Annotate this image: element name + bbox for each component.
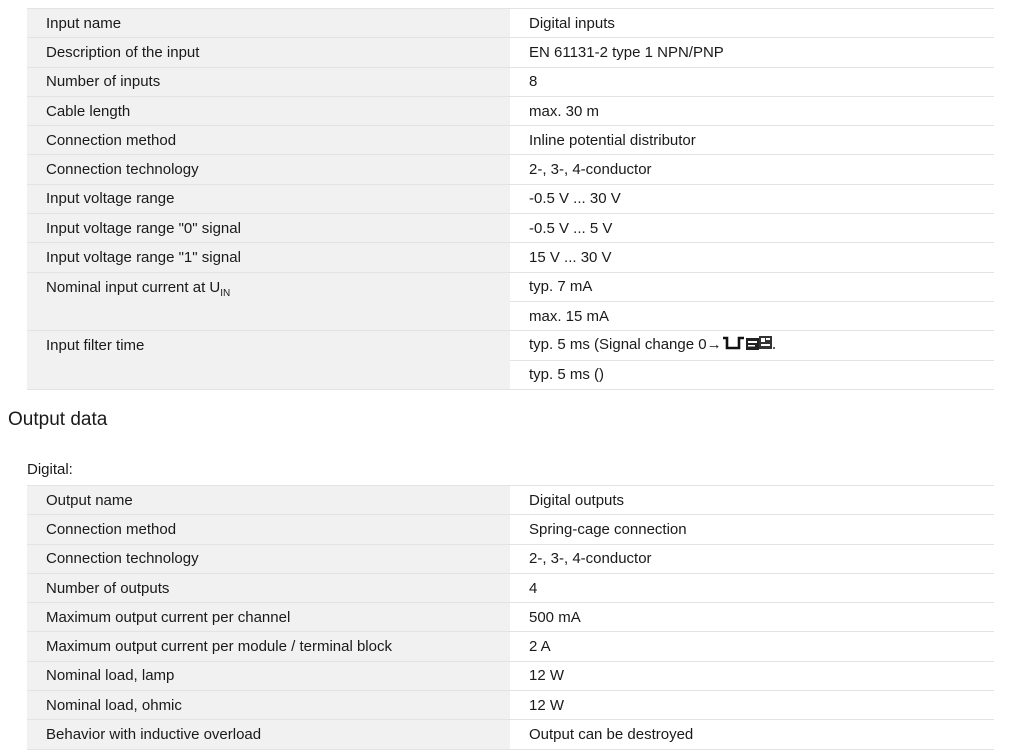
row-value: Inline potential distributor <box>510 126 994 155</box>
table-row <box>27 515 994 544</box>
table-row <box>27 720 994 749</box>
table-row <box>27 573 994 602</box>
table-row <box>27 691 994 720</box>
table-row <box>27 9 994 38</box>
row-value: EN 61131-2 type 1 NPN/PNP <box>510 38 994 67</box>
table-row <box>27 603 994 632</box>
row-value: Output can be destroyed <box>510 720 994 749</box>
filter-time-text: typ. 5 ms (Signal change 0→ <box>529 336 722 354</box>
table-row <box>27 486 994 515</box>
row-label: Connection method <box>27 126 510 155</box>
row-label: Cable length <box>27 96 510 125</box>
signal-transition-icon <box>722 336 746 354</box>
row-value: max. 15 mA <box>510 301 994 330</box>
section-title-output-data: Output data <box>8 409 108 430</box>
row-label: Nominal load, lamp <box>27 661 510 690</box>
row-label: Connection technology <box>27 544 510 573</box>
nominal-current-label: Nominal input current at U <box>46 278 221 296</box>
row-label-filter-time: Input filter time <box>27 331 510 390</box>
row-value: typ. 7 mA <box>510 272 994 301</box>
table-row <box>27 661 994 690</box>
row-label: Input name <box>27 9 510 38</box>
row-value: Digital inputs <box>510 9 994 38</box>
row-value: 4 <box>510 573 994 602</box>
table-row <box>27 38 994 67</box>
row-value: -0.5 V ... 30 V <box>510 184 994 213</box>
row-label: Input voltage range "0" signal <box>27 214 510 243</box>
row-value: 15 V ... 30 V <box>510 243 994 272</box>
table-row <box>27 544 994 573</box>
row-label: Maximum output current per channel <box>27 603 510 632</box>
row-value: 12 W <box>510 661 994 690</box>
row-label: Description of the input <box>27 38 510 67</box>
row-value: 2-, 3-, 4-conductor <box>510 155 994 184</box>
row-label: Input voltage range <box>27 184 510 213</box>
nominal-current-subscript: IN <box>220 287 231 299</box>
subsection-title-digital: Digital: <box>27 461 73 478</box>
row-value: max. 30 m <box>510 96 994 125</box>
row-value: -0.5 V ... 5 V <box>510 214 994 243</box>
row-label: Output name <box>27 486 510 515</box>
iec-icon <box>746 337 759 354</box>
row-value: Digital outputs <box>510 486 994 515</box>
table-row <box>27 272 994 301</box>
table-row <box>27 184 994 213</box>
row-value: 2-, 3-, 4-conductor <box>510 544 994 573</box>
row-value: 500 mA <box>510 603 994 632</box>
table-row <box>27 214 994 243</box>
table-row <box>27 155 994 184</box>
table-row <box>27 632 994 661</box>
row-label: Behavior with inductive overload <box>27 720 510 749</box>
approval-icon <box>759 336 775 354</box>
row-value: Spring-cage connection <box>510 515 994 544</box>
input-data-table <box>27 8 994 390</box>
row-value-filter-time <box>510 331 994 360</box>
row-label-nominal-current <box>27 272 510 331</box>
output-data-table <box>27 485 994 750</box>
table-row <box>27 331 994 360</box>
row-value: 8 <box>510 67 994 96</box>
row-label: Number of outputs <box>27 573 510 602</box>
row-value: 12 W <box>510 691 994 720</box>
row-value: typ. 5 ms () <box>510 360 994 389</box>
table-row <box>27 126 994 155</box>
row-label: Connection technology <box>27 155 510 184</box>
row-value: 2 A <box>510 632 994 661</box>
table-row <box>27 96 994 125</box>
table-row <box>27 243 994 272</box>
row-label: Number of inputs <box>27 67 510 96</box>
row-label: Nominal load, ohmic <box>27 691 510 720</box>
row-label: Connection method <box>27 515 510 544</box>
table-row <box>27 67 994 96</box>
row-label: Input voltage range "1" signal <box>27 243 510 272</box>
row-label: Maximum output current per module / terminal block <box>27 632 510 661</box>
